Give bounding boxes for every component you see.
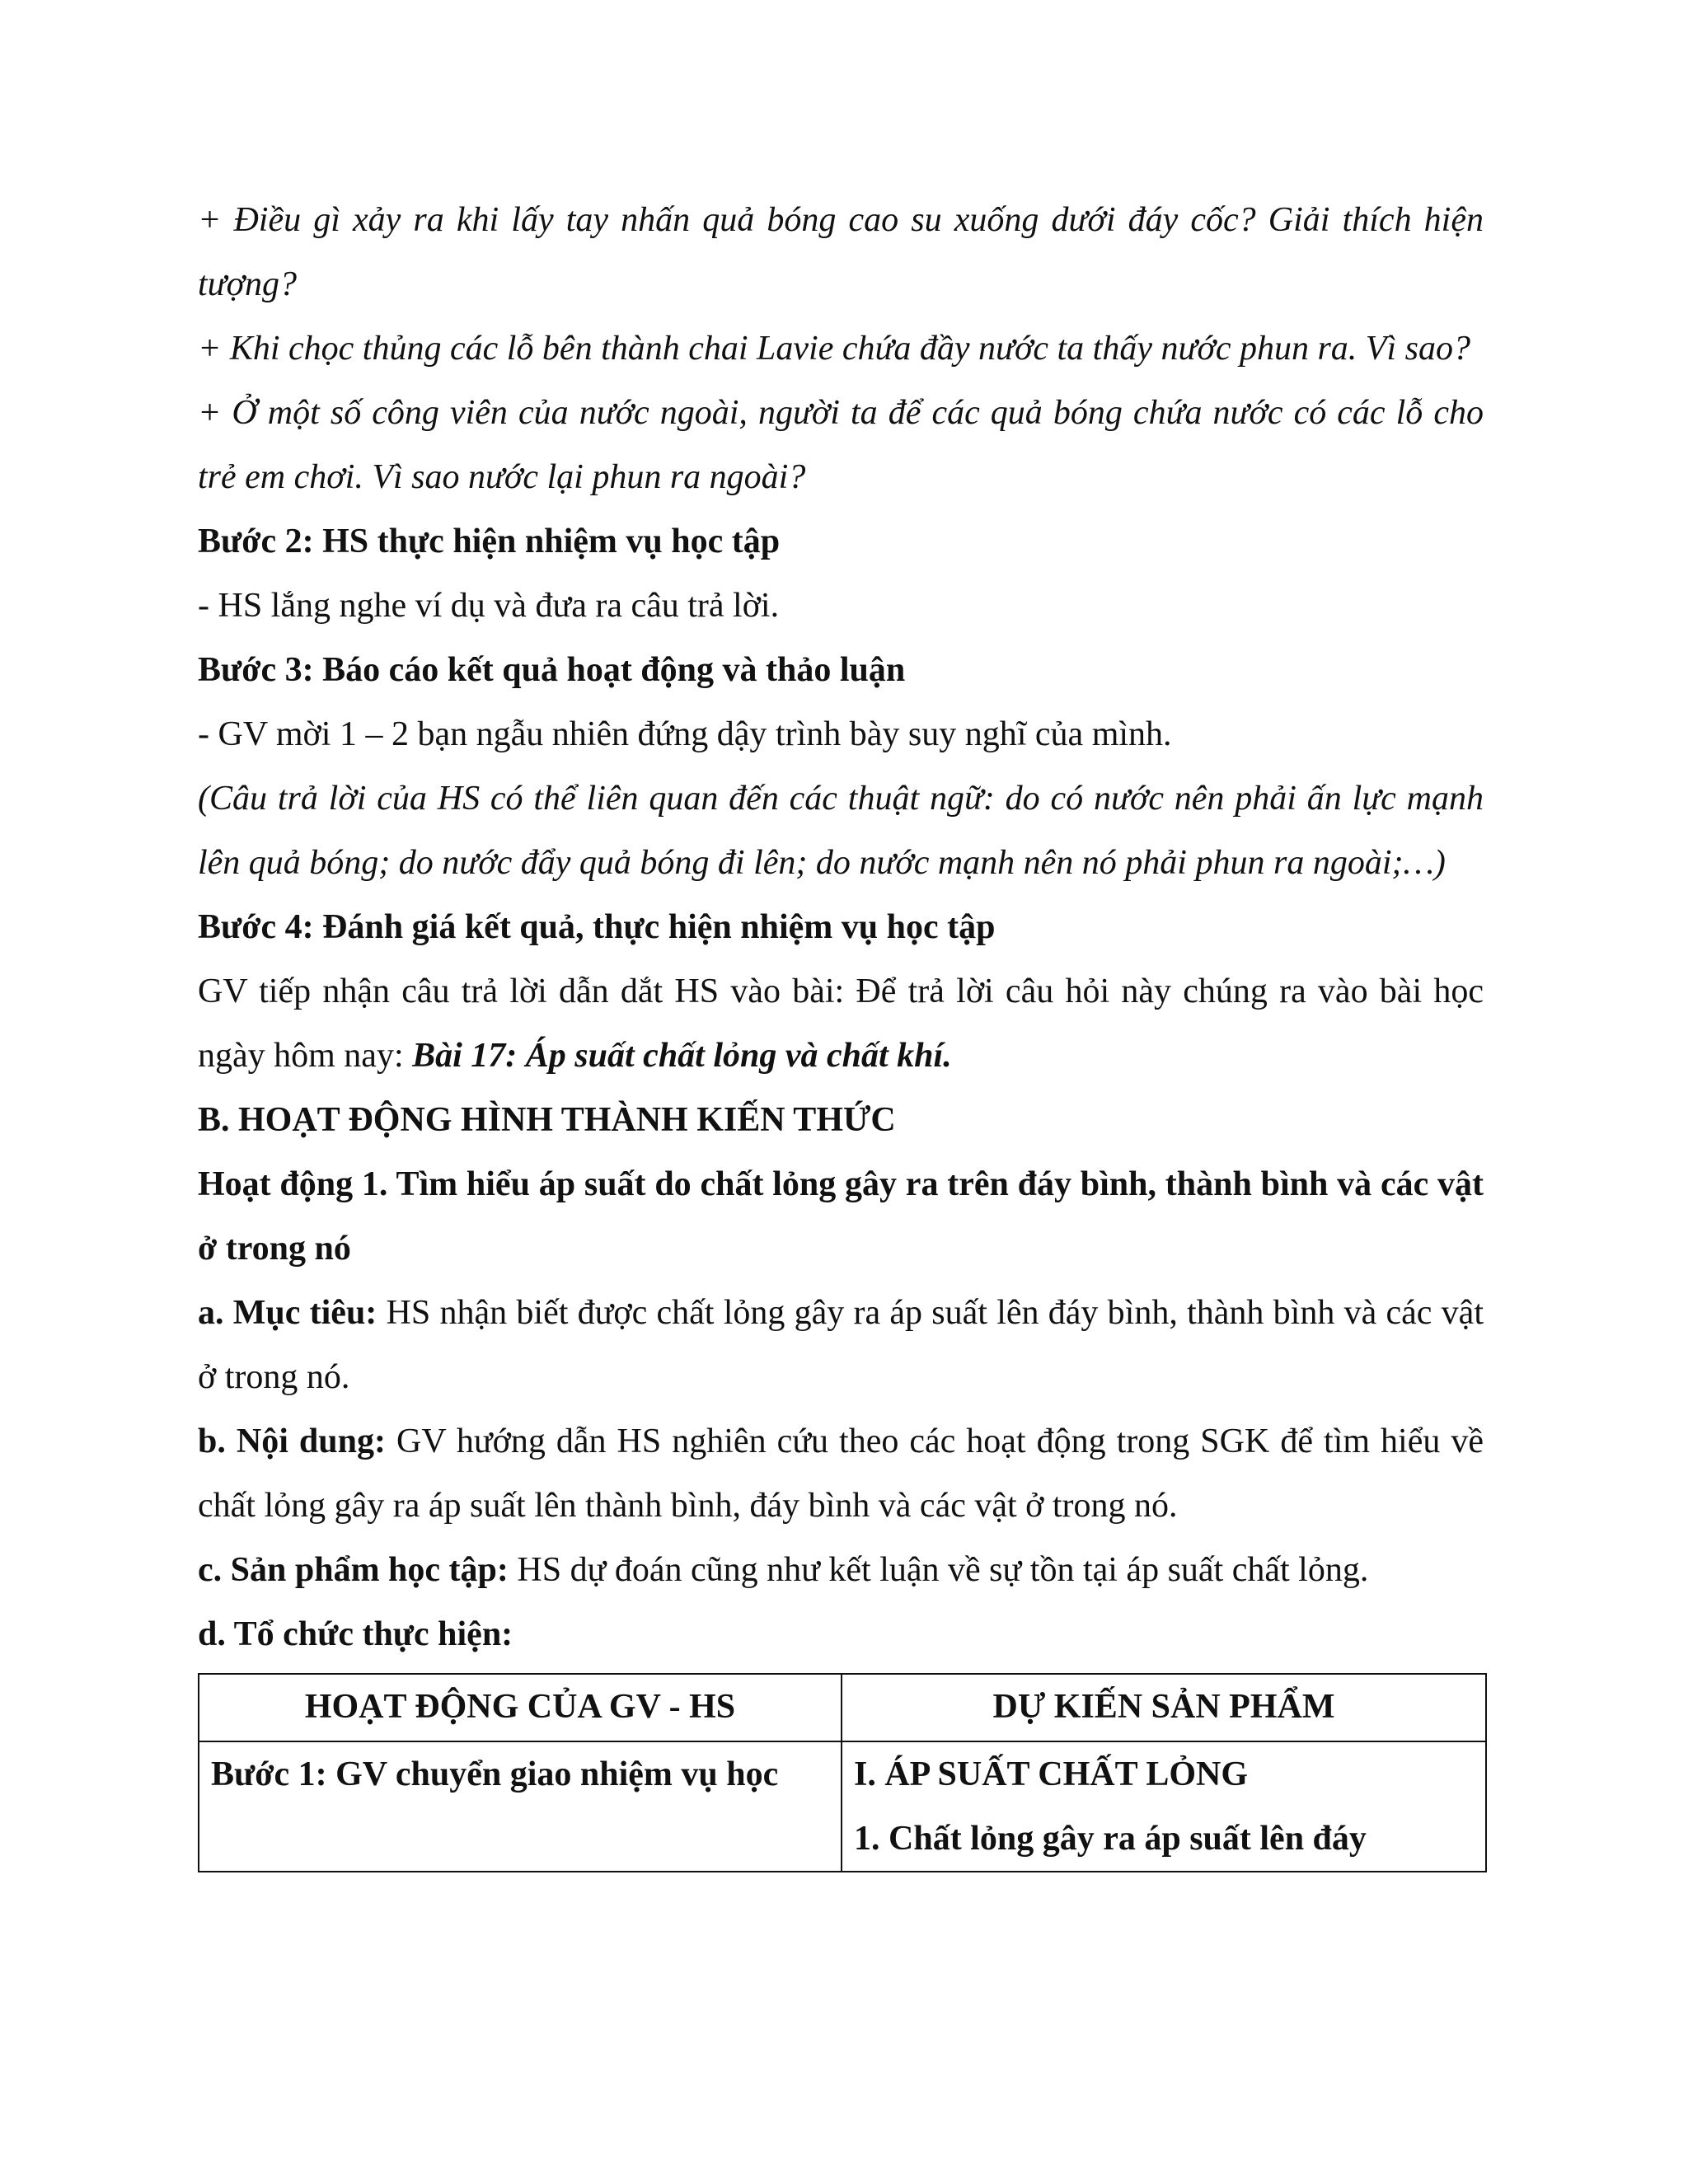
activity-table <box>198 1673 1487 1872</box>
step4-text: GV tiếp nhận câu trả lời dẫn dắt HS vào bài: Để trả lời câu hỏi này chúng ra vào bài học ngày hôm nay: <box>198 972 1484 1075</box>
table-row <box>199 1741 1486 1872</box>
step3-text: - GV mời 1 – 2 bạn ngẫu nhiên đứng dậy trình bày suy nghĩ của mình. <box>198 715 1172 753</box>
table-header-activity: HOẠT ĐỘNG CỦA GV - HS <box>199 1674 842 1741</box>
document-page <box>198 188 1484 1872</box>
lesson-title: Bài 17: Áp suất chất lỏng và chất khí. <box>412 1037 952 1075</box>
organize-heading: d. Tổ chức thực hiện: <box>198 1615 513 1653</box>
table-cell-product <box>842 1741 1486 1872</box>
objective-paragraph <box>198 1281 1484 1409</box>
question-2: + Khi chọc thủng các lỗ bên thành chai Lavie chứa đầy nước ta thấy nước phun ra. Vì sao? <box>198 330 1470 368</box>
product-label: c. Sản phẩm học tập: <box>198 1551 509 1589</box>
step3-note: (Câu trả lời của HS có thể liên quan đến các thuật ngữ: do có nước nên phải ấn lực mạnh lên quả bóng; do nước đẩy quả bóng đi lên; do nước mạnh nên nó phải phun ra ngoài;…) <box>198 780 1484 882</box>
step3-heading: Bước 3: Báo cáo kết quả hoạt động và thảo luận <box>198 651 906 689</box>
question-3: + Ở một số công viên của nước ngoài, người ta để các quả bóng chứa nước có các lỗ cho trẻ em chơi. Vì sao nước lại phun ra ngoài? <box>198 394 1484 496</box>
step4-paragraph <box>198 959 1484 1088</box>
step2-heading: Bước 2: HS thực hiện nhiệm vụ học tập <box>198 523 781 560</box>
step4-heading: Bước 4: Đánh giá kết quả, thực hiện nhiệm vụ học tập <box>198 908 996 946</box>
content-label: b. Nội dung: <box>198 1422 386 1460</box>
table-header-row <box>199 1674 1486 1741</box>
product-paragraph <box>198 1538 1484 1602</box>
step2-text: - HS lắng nghe ví dụ và đưa ra câu trả lời. <box>198 587 780 625</box>
product-section-title: I. ÁP SUẤT CHẤT LỎNG <box>854 1755 1249 1793</box>
product-subsection-title: 1. Chất lỏng gây ra áp suất lên đáy <box>854 1820 1367 1858</box>
section-b-heading: B. HOẠT ĐỘNG HÌNH THÀNH KIẾN THỨC <box>198 1101 896 1139</box>
objective-label: a. Mục tiêu: <box>198 1294 377 1332</box>
question-1: + Điều gì xảy ra khi lấy tay nhấn quả bóng cao su xuống dưới đáy cốc? Giải thích hiện tượng? <box>198 201 1484 303</box>
table-cell-activity: Bước 1: GV chuyển giao nhiệm vụ học <box>199 1741 842 1872</box>
content-text: GV hướng dẫn HS nghiên cứu theo các hoạt động trong SGK để tìm hiểu về chất lỏng gây ra áp suất lên thành bình, đáy bình và các vật ở trong nó. <box>198 1422 1484 1525</box>
activity1-heading: Hoạt động 1. Tìm hiểu áp suất do chất lỏng gây ra trên đáy bình, thành bình và các vật ở trong nó <box>198 1165 1484 1268</box>
objective-text: HS nhận biết được chất lỏng gây ra áp suất lên đáy bình, thành bình và các vật ở trong nó. <box>198 1294 1484 1396</box>
content-paragraph <box>198 1409 1484 1538</box>
product-text: HS dự đoán cũng như kết luận về sự tồn tại áp suất chất lỏng. <box>508 1551 1369 1589</box>
table-header-product: DỰ KIẾN SẢN PHẨM <box>842 1674 1486 1741</box>
